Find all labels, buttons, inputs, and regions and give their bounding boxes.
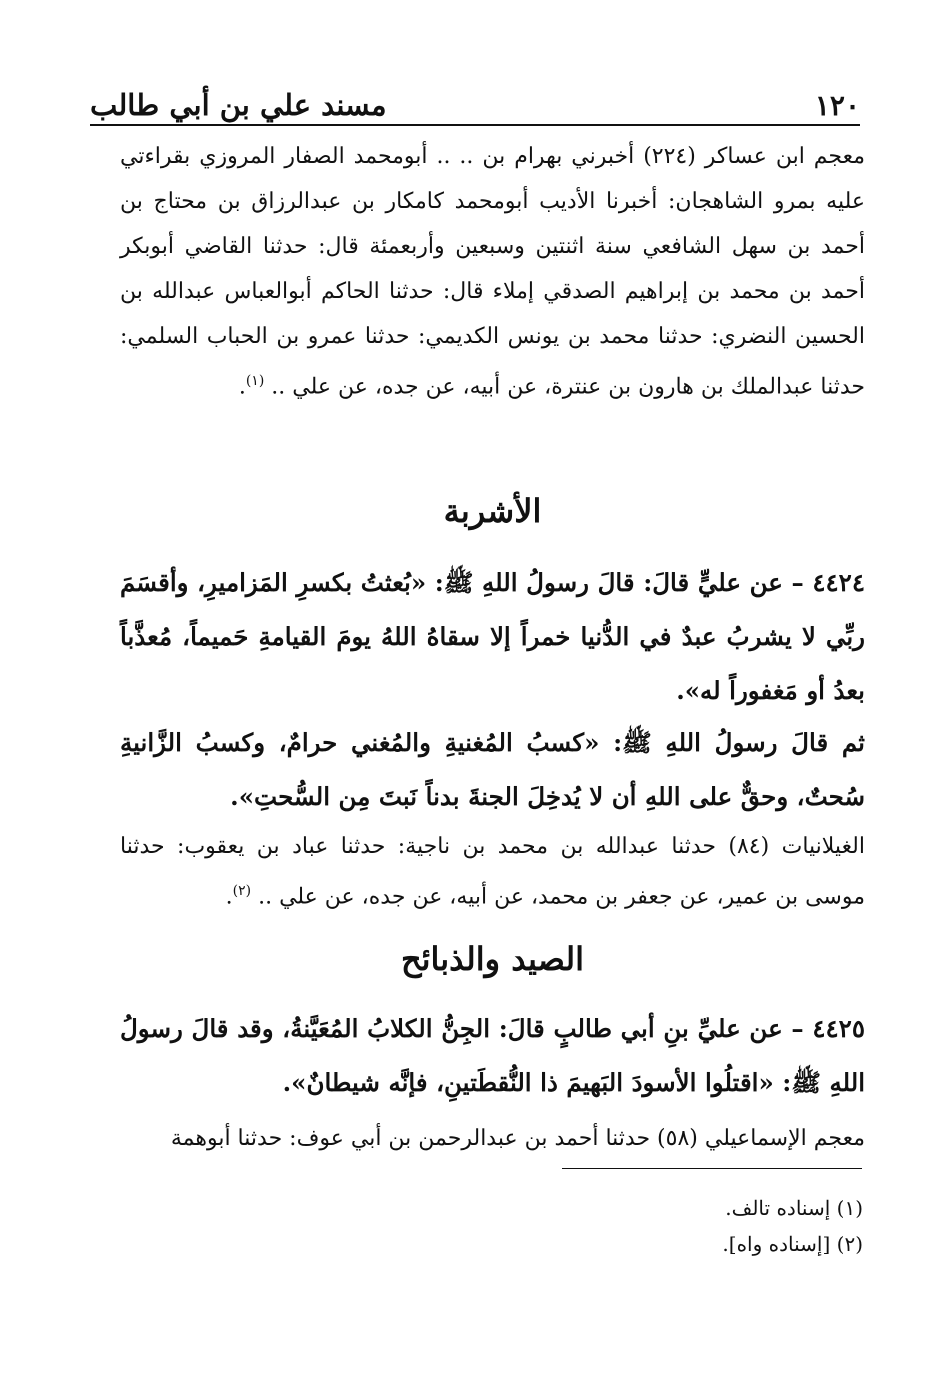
hadith-4425-paragraph: ٤٤٢٥ – عن عليِّ بنِ أبي طالبٍ قالَ: الجِنُّ الكلابُ المُعَيَّنةُ، وقد قالَ رسولُ اللهِ ﷺ: «اقتلُوا الأسودَ البَهيمَ ذا النُّقطَتينِ، فإنَّه شيطانٌ». bbox=[120, 1014, 865, 1097]
footnote-1: (١) إسناده تالف. bbox=[725, 1196, 863, 1220]
footnote-2: (٢) [إسناده واه]. bbox=[722, 1232, 863, 1256]
hadith-4424-source-text: الغيلانيات (٨٤) حدثنا عبدالله بن محمد بن ناجية: حدثنا عباد بن يعقوب: حدثنا موسى بن عمير، عن جعفر بن محمد، عن أبيه، عن جده، عن علي .. bbox=[120, 834, 865, 910]
hadith-4425-source: معجم الإسماعيلي (٥٨) حدثنا أحمد بن عبدالرحمن بن أبي عوف: حدثنا أبوهمة bbox=[170, 1126, 865, 1151]
book-title: مسند علي بن أبي طالب bbox=[90, 88, 387, 122]
header-rule bbox=[90, 124, 860, 126]
footnote-ref-1: (١) bbox=[245, 373, 265, 389]
footnotes bbox=[560, 1190, 863, 1262]
running-header bbox=[90, 74, 860, 122]
hadith-4424-source bbox=[120, 824, 865, 919]
footnote-rule bbox=[562, 1168, 862, 1169]
intro-source-text: معجم ابن عساكر (٢٢٤) أخبرني بهرام بن .. .. أبومحمد الصفار المروزي بقراءتي عليه بمرو الشاهجان: أخبرنا الأديب أبومحمد كامكار بن عبدالرزاق بن محتاج بن أحمد بن سهل الشافعي سنة اثنتين وسبعين وأربعمئة قال: حدثنا القاضي أبوبكر أحمد بن محمد بن إبراهيم الصدقي إملاء قال: حدثنا الحاكم أبوالعباس عبدالله بن الحسين النضري: حدثنا محمد بن يونس الكديمي: حدثنا عمرو بن الحباب السلمي: حدثنا عبدالملك بن هارون بن عنترة، عن أبيه، عن جده، عن علي .. bbox=[120, 144, 865, 400]
section-heading-drinks: الأشربة bbox=[443, 492, 542, 530]
hadith-4424-continuation: ثم قالَ رسولُ اللهِ ﷺ: «كسبُ المُغنيةِ والمُغني حرامٌ، وكسبُ الزَّانيةِ سُحتٌ، وحقٌّ على اللهِ أن لا يُدخِلَ الجنةَ بدناً نَبتَ مِن السُّحتِ». bbox=[120, 728, 865, 811]
section-heading-hunting: الصيد والذبائح bbox=[400, 940, 585, 978]
hadith-4424-paragraph: ٤٤٢٤ – عن عليٍّ قالَ: قالَ رسولُ اللهِ ﷺ: «بُعثتُ بكسرِ المَزاميرِ، وأقسَمَ ربِّي لا يشربُ عبدٌ في الدُّنيا خمراً إلا سقاهُ اللهُ يومَ القيامةِ حَميماً، مُعذَّباً بعدُ أو مَغفوراً له». bbox=[120, 568, 865, 705]
intro-source-paragraph bbox=[120, 134, 865, 409]
hadith-4424-source-end: . bbox=[225, 884, 233, 910]
intro-source-end: . bbox=[238, 374, 246, 400]
page-number: ١٢٠ bbox=[814, 89, 860, 122]
footnote-ref-2: (٢) bbox=[232, 883, 252, 899]
